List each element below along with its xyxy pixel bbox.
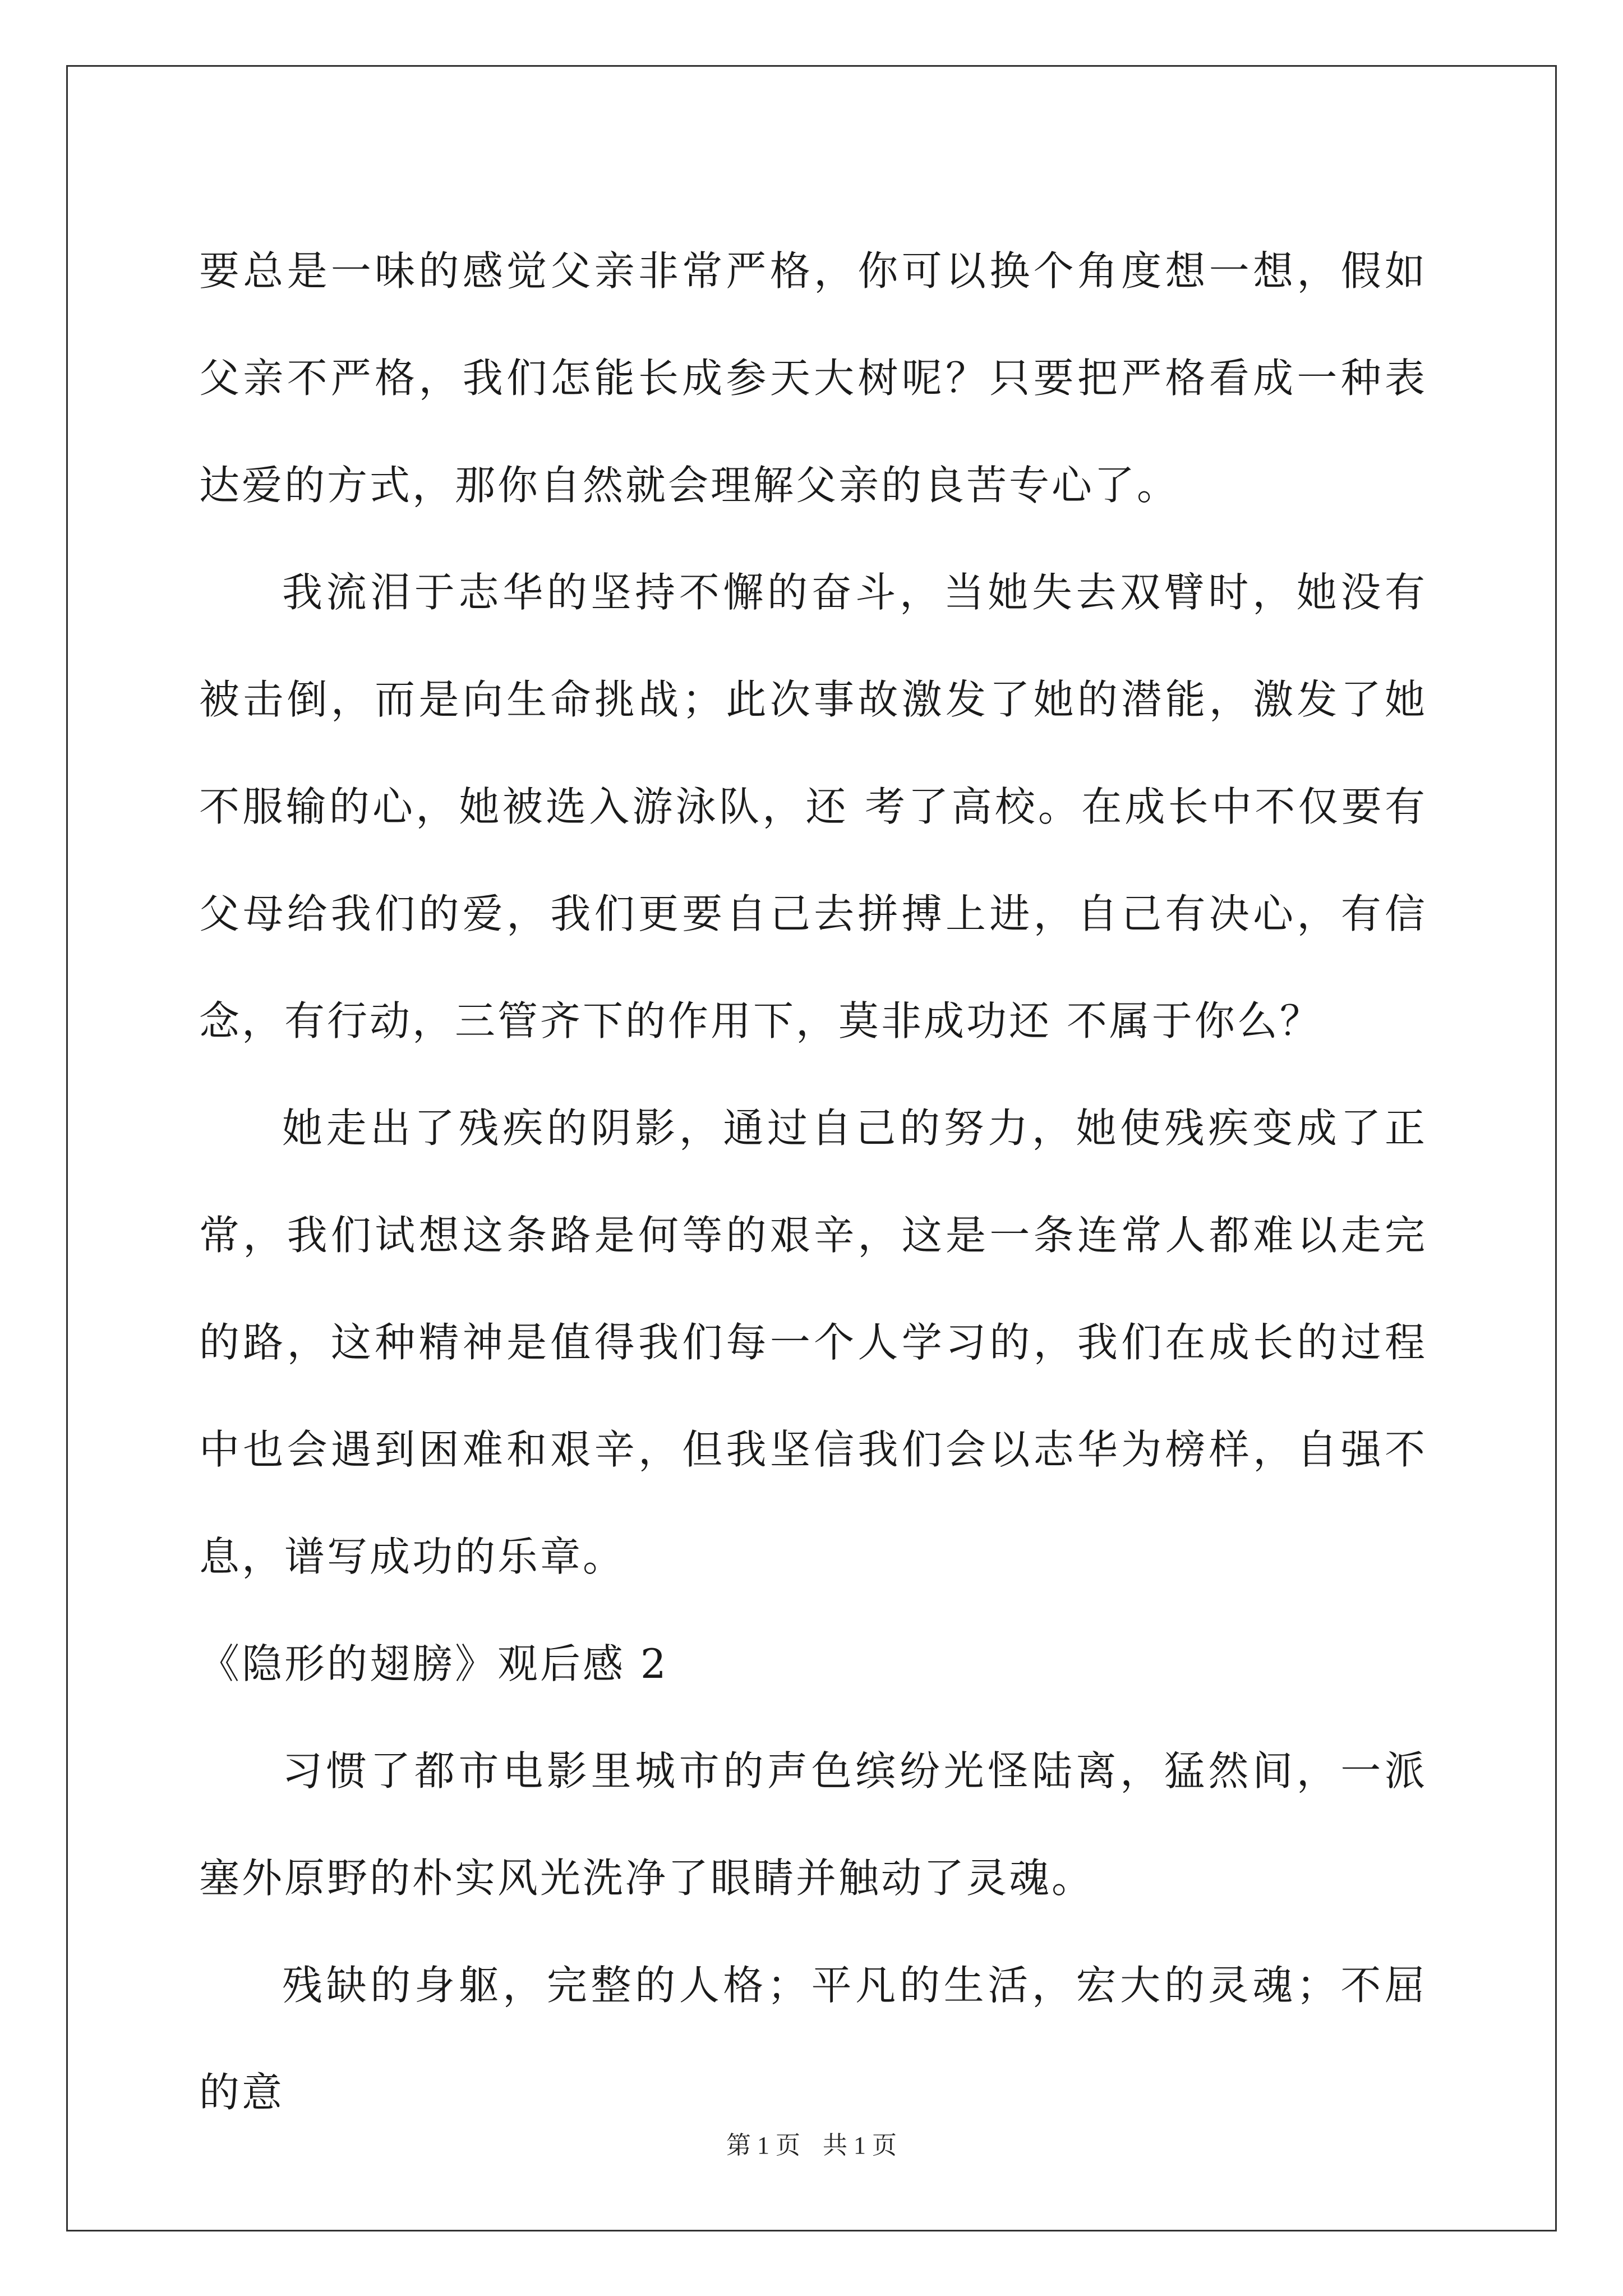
section-heading: 《隐形的翅膀》观后感 2	[199, 1640, 668, 1687]
page-number-current: 第 1 页	[726, 2132, 800, 2159]
paragraph-4: 习惯了都市电影里城市的声色缤纷光怪陆离，猛然间，一派塞外原野的朴实风光洗净了眼睛并触动了灵魂。	[199, 1747, 1427, 1902]
paragraph-1: 要总是一味的感觉父亲非常严格，你可以换个角度想一想，假如父亲不严格，我们怎能长成参天大树呢？只要把严格看成一种表达爱的方式，那你自然就会理解父亲的良苦专心了。	[199, 247, 1427, 509]
paragraph-3: 她走出了残疾的阴影，通过自己的努力，她使残疾变成了正常，我们试想这条路是何等的艰辛，这是一条连常人都难以走完的路，这种精神是值得我们每一个人学习的，我们在成长的过程中也会遇到困难和艰辛，但我坚信我们会以志华为榜样，自强不息，谱写成功的乐章。	[199, 1105, 1427, 1580]
paragraph-5: 残缺的身躯，完整的人格；平凡的生活，宏大的灵魂；不屈的意	[199, 1962, 1427, 2116]
paragraph-2: 我流泪于志华的坚持不懈的奋斗，当她失去双臂时，她没有被击倒，而是向生命挑战；此次事故激发了她的潜能，激发了她不服输的心，她被选入游泳队，还 考了高校。在成长中不仅要有父母给我们的爱，我们更要自己去拼搏上进，自己有决心，有信念，有行动，三管齐下的作用下，莫非成功还 不属于你么？	[199, 569, 1427, 1045]
document-body	[199, 218, 1427, 2146]
page-number-total: 共 1 页	[823, 2132, 897, 2159]
page-footer	[0, 2129, 1623, 2162]
